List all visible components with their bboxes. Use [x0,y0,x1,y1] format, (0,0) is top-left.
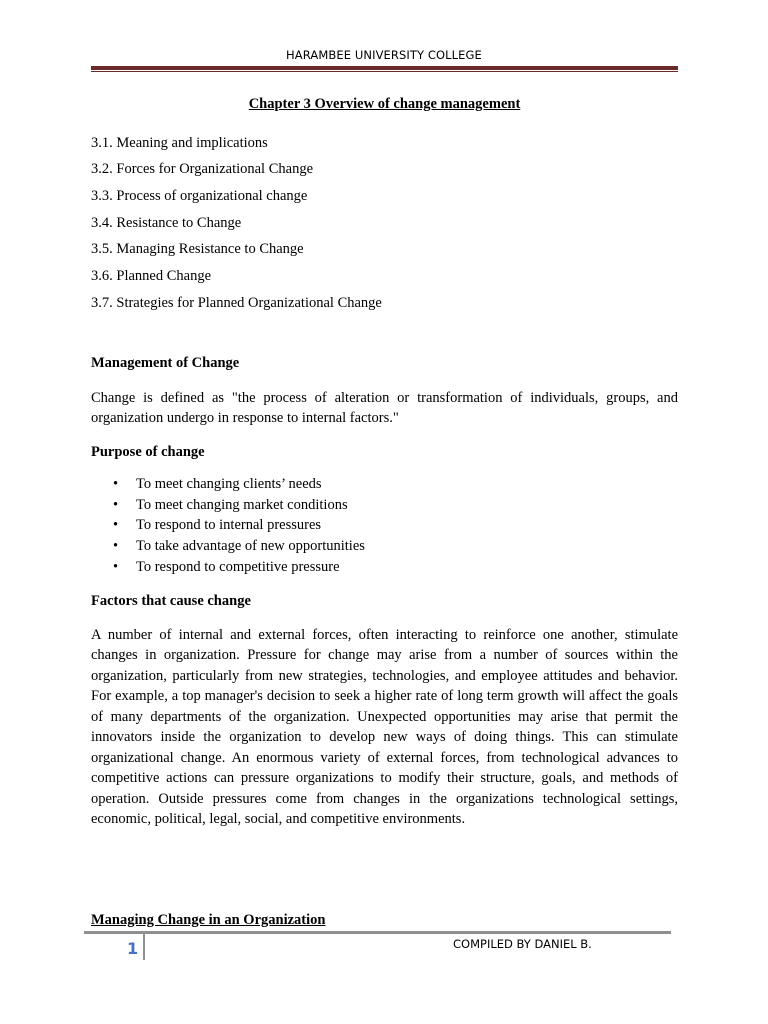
purpose-list [91,474,678,577]
list-item-text: To meet changing clients’ needs [136,476,322,493]
toc-item: 3.5. Managing Resistance to Change [91,241,304,258]
toc-item: 3.6. Planned Change [91,267,212,284]
list-item-text: To meet changing market conditions [136,496,348,513]
toc-item: 3.1. Meaning and implications [91,134,268,151]
list-item-text: To take advantage of new opportunities [136,537,365,554]
chapter-title: Chapter 3 Overview of change management [248,96,521,112]
bullet-icon: • [113,517,119,534]
toc-item: 3.7. Strategies for Planned Organizational Change [91,294,382,311]
factors-heading: Factors that cause change [91,593,251,610]
bullet-icon: • [113,558,119,575]
bullet-icon: • [113,476,119,493]
toc-item: 3.3. Process of organizational change [91,187,308,204]
list-item-text: To respond to competitive pressure [136,558,340,575]
document-body [91,94,678,930]
definition-paragraph: Change is defined as "the process of alteration or transformation of individuals, groups, and organization undergo in response to internal factors." [91,389,678,427]
bullet-icon: • [113,496,119,513]
footer-rule [84,931,671,934]
purpose-heading: Purpose of change [91,443,205,460]
page-number-divider [143,934,145,960]
list-item [91,515,678,536]
header-rule-thin [91,71,678,72]
factors-paragraph: A number of internal and external forces, often interacting to reinforce one another, stimulate changes in organization. Pressure for change may arise from a number of sources within the organization, particularly from new strategies, technologies, and employee attitudes and behavior. For example, a top manager's decision to seek a higher rate of long term growth will affect the goals of many departments of the organization. Unexpected opportunities may arise that permit the innovators inside the organization to develop new ways of doing things. This can stimulate organizational change. An enormous variety of external forces, from technological advances to competitive actions can pressure organizations to modify their structure, goals, and methods of operation. Outside pressures come from changes in the organizations technological settings, economic, political, legal, social, and competitive environments. [91,626,678,828]
list-item [91,536,678,557]
toc-item: 3.4. Resistance to Change [91,214,242,231]
management-heading: Management of Change [91,355,240,372]
list-item [91,474,678,495]
list-item [91,495,678,516]
page-number: 1 [127,939,139,958]
list-item-text: To respond to internal pressures [136,517,322,534]
page-header-title: HARAMBEE UNIVERSITY COLLEGE [286,48,482,62]
managing-change-heading: Managing Change in an Organization [91,911,326,928]
list-item [91,557,678,578]
footer-compiled-by: COMPILED BY DANIEL B. [453,937,592,951]
toc-item: 3.2. Forces for Organizational Change [91,161,314,178]
bullet-icon: • [113,537,119,554]
header-rule [91,66,678,70]
table-of-contents [91,133,678,314]
